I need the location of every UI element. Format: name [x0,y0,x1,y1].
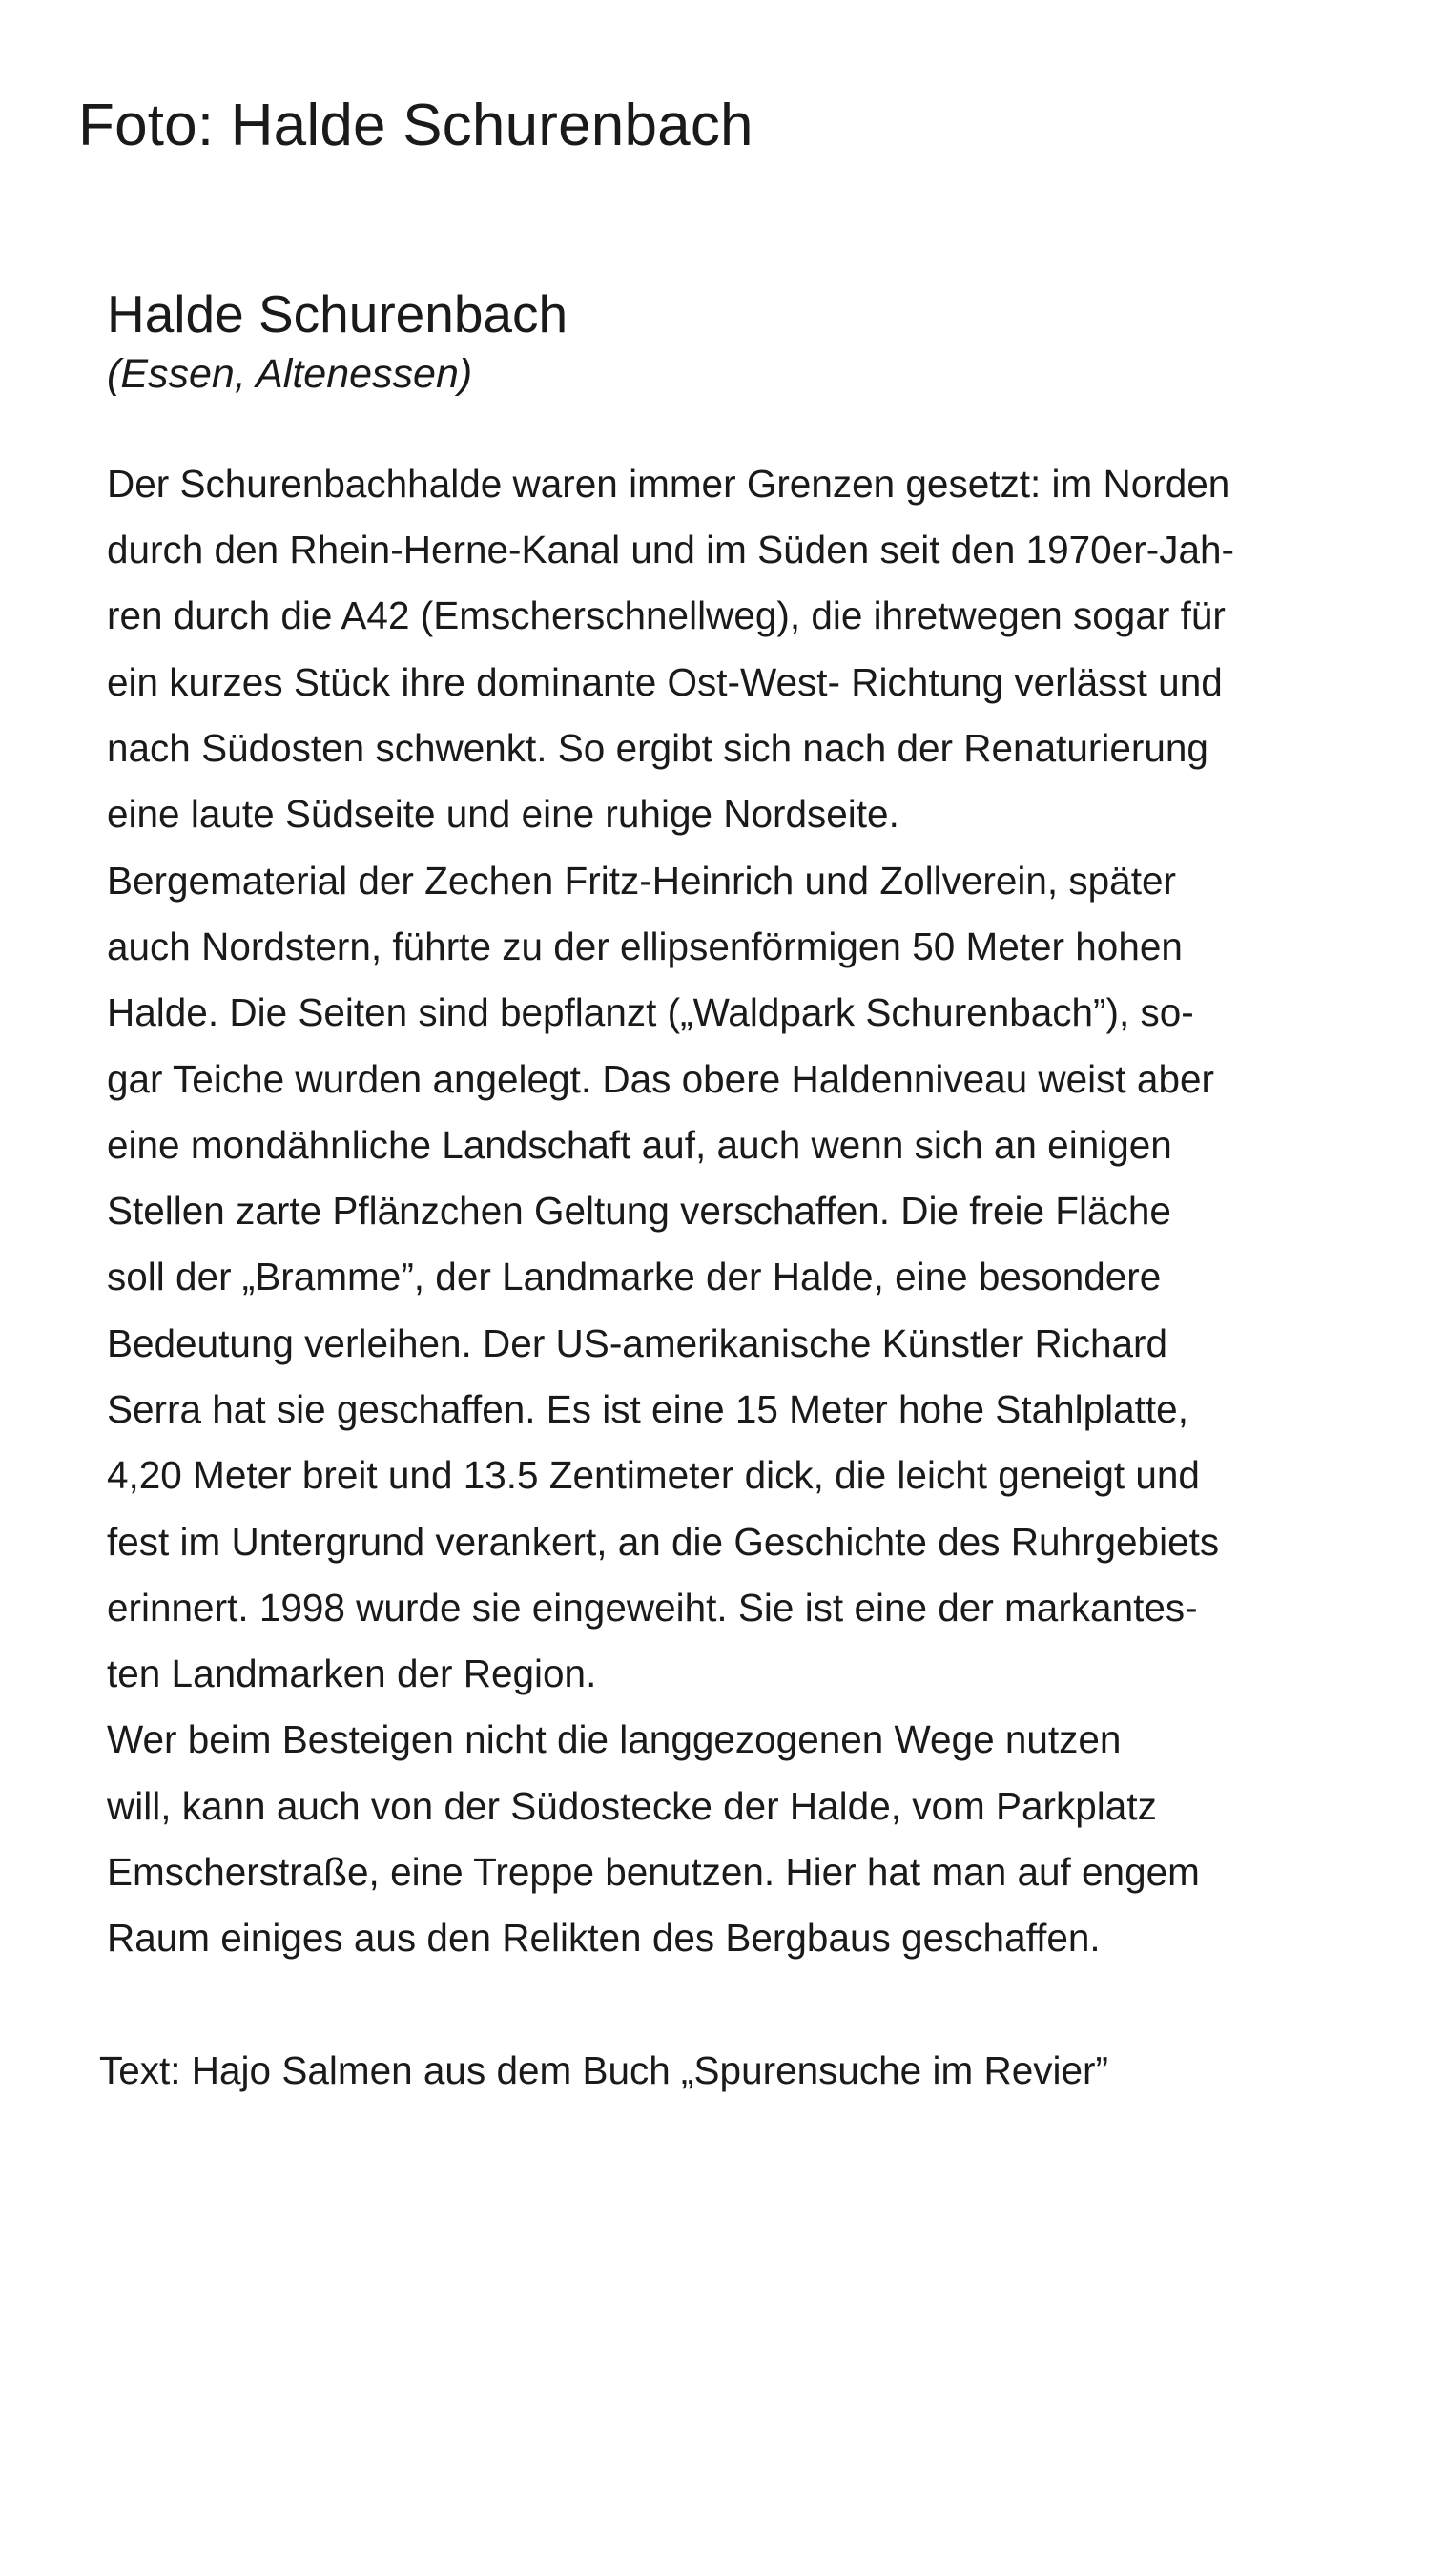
body-line: soll der „Bramme”, der Landmarke der Halde, eine besondere [107,1255,1162,1299]
article [107,284,1347,1972]
body-line: fest im Untergrund verankert, an die Geschichte des Ruhrgebiets [107,1519,1220,1564]
body-line: Raum einiges aus den Relikten des Bergbaus geschaffen. [107,1916,1101,1961]
body-line: Halde. Die Seiten sind bepflanzt („Waldpark Schurenbach”), so- [107,990,1194,1035]
article-subtitle: (Essen, Altenessen) [107,351,473,398]
body-line: will, kann auch von der Südostecke der Halde, vom Parkplatz [107,1783,1157,1828]
body-line: Wer beim Besteigen nicht die langgezogenen Wege nutzen [107,1717,1122,1762]
body-line: gar Teiche wurden angelegt. Das obere Haldenniveau weist aber [107,1056,1214,1101]
body-line: ren durch die A42 (Emscherschnellweg), die ihretwegen sogar für [107,593,1226,638]
body-line: ten Landmarken der Region. [107,1652,597,1696]
photo-credit: Foto: Halde Schurenbach [78,93,753,158]
body-line: Bedeutung verleihen. Der US-amerikanische Künstler Richard [107,1320,1168,1365]
body-line: Bergematerial der Zechen Fritz-Heinrich und Zollverein, später [107,858,1176,903]
body-line: 4,20 Meter breit und 13.5 Zentimeter dick, die leicht geneigt und [107,1453,1200,1498]
body-line: Der Schurenbachhalde waren immer Grenzen gesetzt: im Norden [107,461,1230,506]
article-body [107,451,1347,1972]
body-line: ein kurzes Stück ihre dominante Ost-West- Richtung verlässt und [107,659,1223,704]
article-title: Halde Schurenbach [107,284,568,343]
body-line: erinnert. 1998 wurde sie eingeweiht. Sie ist eine der markantes- [107,1585,1198,1630]
body-line: nach Südosten schwenkt. So ergibt sich nach der Renaturierung [107,726,1208,771]
body-line: eine mondähnliche Landschaft auf, auch wenn sich an einigen [107,1122,1172,1167]
body-line: Emscherstraße, eine Treppe benutzen. Hier hat man auf engem [107,1850,1200,1895]
body-line: Serra hat sie geschaffen. Es ist eine 15 Meter hohe Stahlplatte, [107,1387,1188,1431]
body-line: durch den Rhein-Herne-Kanal und im Süden seit den 1970er-Jah- [107,528,1234,572]
body-line: eine laute Südseite und eine ruhige Nordseite. [107,792,899,837]
body-line: auch Nordstern, führte zu der ellipsenförmigen 50 Meter hohen [107,924,1183,968]
text-source-credit: Text: Hajo Salmen aus dem Buch „Spurensuche im Revier” [99,2048,1108,2092]
body-line: Stellen zarte Pflänzchen Geltung verschaffen. Die freie Fläche [107,1189,1171,1234]
